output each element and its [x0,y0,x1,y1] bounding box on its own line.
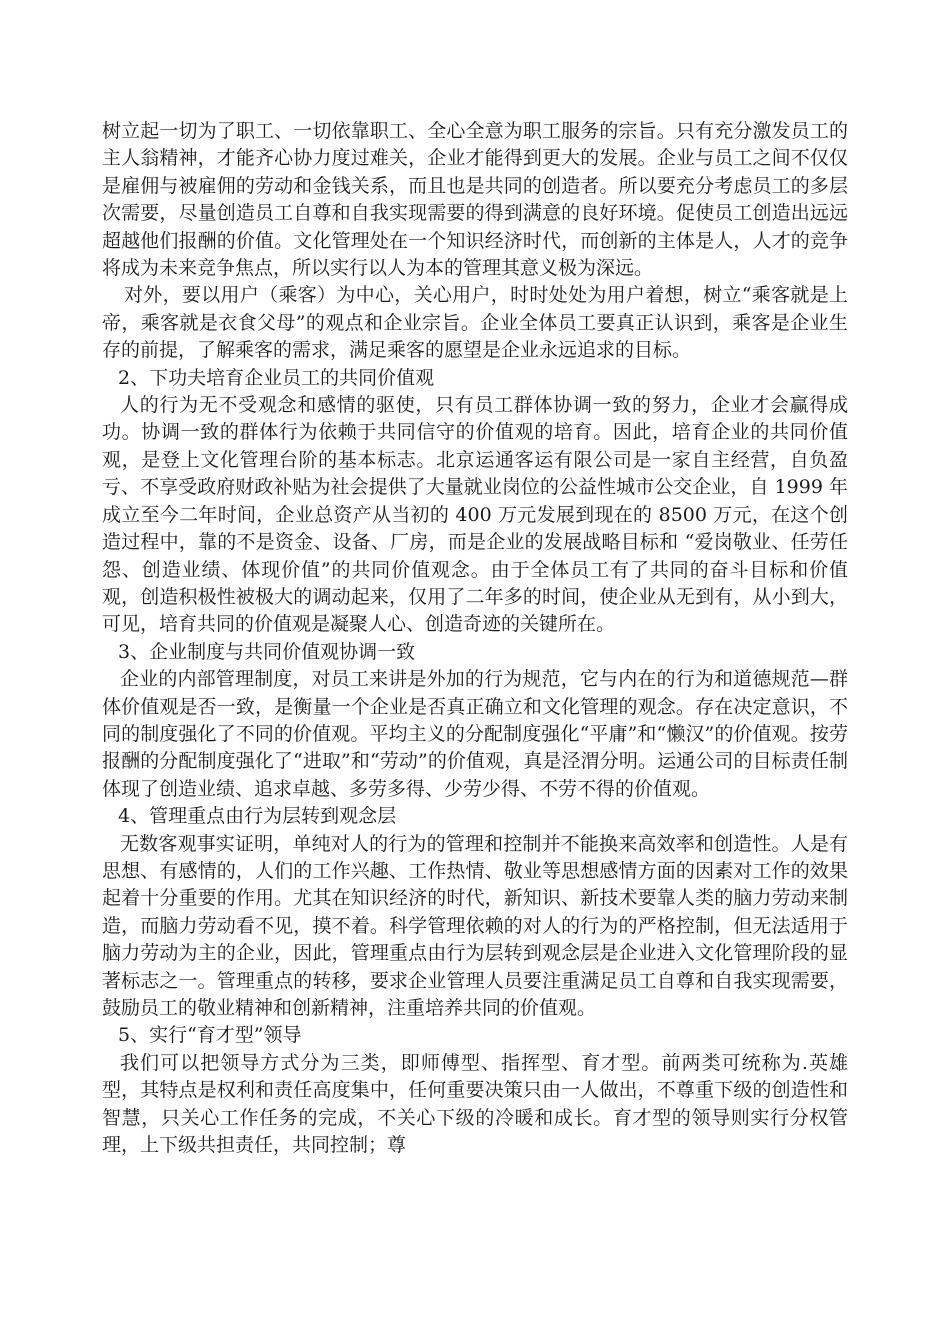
paragraph-people-oriented: 树立起一切为了职工、一切依靠职工、全心全意为职工服务的宗旨。只有充分激发员工的主人翁精神，才能齐心协力度过难关，企业才能得到更大的发展。企业与员工之间不仅仅是雇佣与被雇佣的劳动和金钱关系，而且也是共同的创造者。所以要充分考虑员工的多层次需要，尽量创造员工自尊和自我实现需要的得到满意的良好环境。促使员工创造出远远超越他们报酬的价值。文化管理处在一个知识经济时代，而创新的主体是人，人才的竞争将成为未来竞争焦点，所以实行以人为本的管理其意义极为深远。 [102,120,848,280]
section-heading-2: 2、下功夫培育企业员工的共同价值观 [118,366,435,389]
section-heading-4: 4、管理重点由行为层转到观念层 [118,805,397,828]
paragraph-management-focus: 无数客观事实证明，单纯对人的行为的管理和控制并不能换来高效率和创造性。人是有思想、有感情的，人们的工作兴趣、工作热情、敬业等思想感情方面的因素对工作的效果起着十分重要的作用。尤其在知识经济的时代，新知识、新技术要靠人类的脑力劳动来制造，而脑力劳动看不见，摸不着。科学管理依赖的对人的行为的严格控制，但无法适用于脑力劳动为主的企业，因此，管理重点由行为层转到观念层是企业进入文化管理阶段的显著标志之一。管理重点的转移，要求企业管理人员要注重满足员工自尊和自我实现需要，鼓励员工的敬业精神和创新精神，注重培养共同的价值观。 [102,832,848,1019]
paragraph-leadership-types: 我们可以把领导方式分为三类，即师傅型、指挥型、育才型。前两类可统称为.英雄型，其特点是权利和责任高度集中，任何重要决策只由一人做出，不尊重下级的创造性和智慧，只关心工作任务的完成，不关心下级的冷暖和成长。育才型的领导则实行分权管理，上下级共担责任，共同控制；尊 [102,1051,848,1157]
paragraph-shared-values: 人的行为无不受观念和感情的驱使，只有员工群体协调一致的努力，企业才会赢得成功。协调一致的群体行为依赖于共同信守的价值观的培育。因此，培育企业的共同价值观，是登上文化管理台阶的基本标志。北京运通客运有限公司是一家自主经营，自负盈亏、不享受政府财政补贴为社会提供了大量就业岗位的公益性城市公交企业，自 1999 年成立至今二年时间，企业总资产从当初的 400 万元发展到现在的 8500 万元，在这个创造过程中，靠的不是资金、设备、厂房，而是企业的发展战略目标和 “爱岗敬业、任劳任怨、创造业绩、体现价值”的共同价值观念。由于全体员工有了共同的奋斗目标和价值观，创造积极性被极大的调动起来，仅用了二年多的时间，使企业从无到有，从小到大，可见，培育共同的价值观是凝聚人心、创造奇迹的关键所在。 [102,394,848,636]
section-heading-3: 3、企业制度与共同价值观协调一致 [118,640,416,663]
paragraph-system-values: 企业的内部管理制度，对员工来讲是外加的行为规范，它与内在的行为和道德规范—群体价值观是否一致，是衡量一个企业是否真正确立和文化管理的观念。存在决定意识，不同的制度强化了不同的价值观。平均主义的分配制度强化“平庸”和“懒汉”的价值观。按劳报酬的分配制度强化了“进取”和“劳动”的价值观，真是泾渭分明。运通公司的目标责任制体现了创造业绩、追求卓越、多劳多得、少劳少得、不劳不得的价值观。 [102,668,848,800]
document-page [102,118,848,1159]
section-heading-5: 5、实行“育才型”领导 [118,1024,302,1047]
paragraph-customer-centered: 对外，要以用户（乘客）为中心，关心用户，时时处处为用户着想，树立“乘客就是上帝，乘客就是衣食父母”的观点和企业宗旨。企业全体员工要真正认识到，乘客是企业生存的前提，了解乘客的需求，满足乘客的愿望是企业永远追求的目标。 [102,284,848,362]
